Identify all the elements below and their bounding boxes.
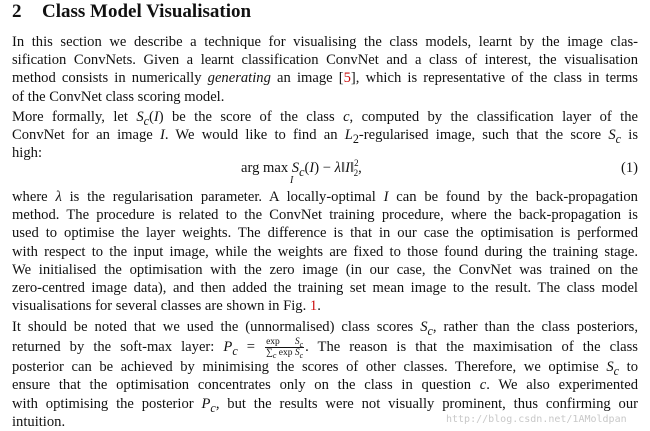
section-heading — [12, 1, 251, 23]
section-title: Class Model Visualisation — [42, 1, 252, 22]
paragraph-3 — [12, 188, 638, 315]
equation-body: arg $\max S_c(I)$ − λ‖I‖$^2_2$, — [241, 158, 362, 179]
watermark: http://blog.csdn.net/1AMoldpan — [446, 414, 627, 425]
softmax-fraction: $\frac{\exp S_c}{\sum_c \exp S_c}$ — [266, 337, 304, 359]
paragraph-4-line-2: returned by the soft-max layer: $P_c$ = $\frac{\exp S_c}{\sum_c \exp S_c}$ . The reason is that the maximisation of the class — [12, 337, 638, 359]
paragraph-1-line-4: of the ConvNet class scoring model. — [12, 88, 225, 105]
paragraph-2 — [12, 108, 638, 163]
paragraph-3-line-2: method. The procedure is related to the ConvNet training procedure, where the back-propagation is — [12, 207, 638, 224]
paragraph-3-line-7: visualisations for several classes are shown in Fig. 1. — [12, 298, 321, 315]
paragraph-1-line-1: In this section we describe a technique for visualising the class models, learnt by the image clas- — [12, 34, 638, 50]
paragraph-4-line-4: ensure that the optimisation concentrates only on the class in question c. We also experimented — [12, 377, 638, 394]
paragraph-3-line-5: We initialised the optimisation with the zero image (in our case, the ConvNet was trained on the — [12, 261, 638, 278]
paragraph-4-line-6: intuition. — [12, 413, 66, 430]
paragraph-4-line-5: with optimising the posterior $P_c$, but the results were not visually prominent, thus confirming our — [12, 395, 638, 413]
equation-1 — [12, 158, 638, 186]
paragraph-4-line-1: It should be noted that we used the (unnormalised) class scores $S_c$, rather than the class posteriors, — [12, 319, 638, 337]
paragraph-1 — [12, 33, 638, 106]
paragraph-4-line-3: posterior can be achieved by minimising the scores of other classes. Therefore, we optimise $S_c$ to — [12, 359, 638, 377]
paragraph-1-line-2: sification ConvNets. Given a learnt classification ConvNet and a class of interest, the visualisation — [12, 52, 638, 69]
paragraph-2-line-2: ConvNet for an image I. We would like to find an $L_2$-regularised image, such that the score $S_c$ is — [12, 127, 638, 145]
paper-page — [12, 0, 638, 430]
paragraph-2-line-3: high: — [12, 145, 42, 162]
paragraph-3-line-4: with respect to the input image, while the weights are fixed to those found during the training stage. — [12, 243, 638, 260]
section-number: 2 — [12, 1, 22, 22]
equation-number: (1) — [620, 160, 638, 176]
paragraph-1-line-3: method consists in numerically generating an image [5], which is representative of the class in terms — [12, 70, 638, 87]
paragraph-3-line-1: where λ is the regularisation parameter. A locally-optimal I can be found by the back-propagation — [12, 189, 638, 205]
paragraph-2-line-1: More formally, let $S_c(I)$ be the score of the class c, computed by the classification layer of the — [12, 109, 638, 127]
paragraph-3-line-3: used to optimise the layer weights. The difference is that in our case the optimisation is performed — [12, 225, 638, 242]
equation-argmax-subscript: I — [290, 175, 294, 186]
paragraph-3-line-6: zero-centred image data), and then added the training set mean image to the result. The class model — [12, 279, 638, 296]
